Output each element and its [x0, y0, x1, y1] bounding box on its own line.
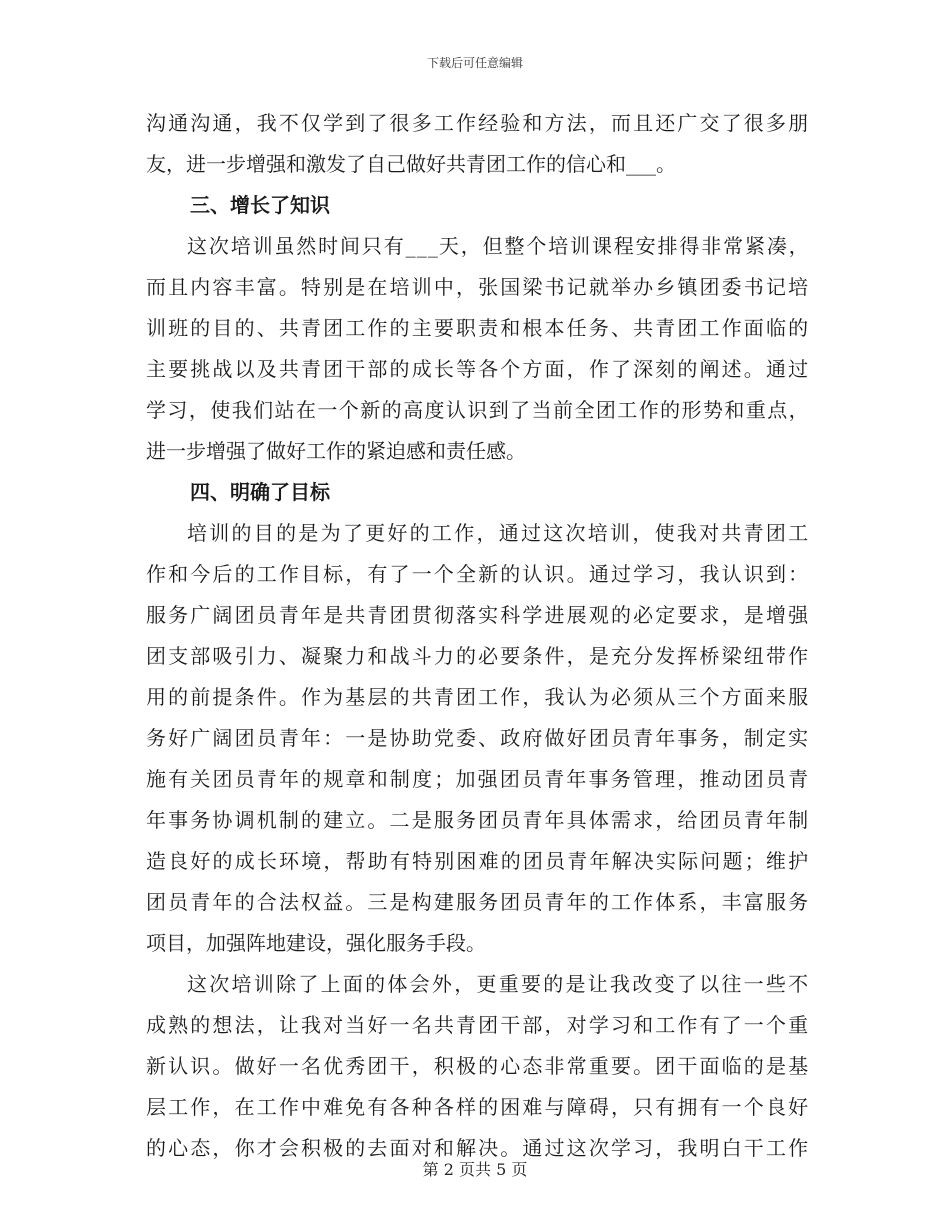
paragraph-line: 的 心 态 ， 你 才 会 积 极 的 去 面 对 和 解 决 。 通 过 这 次 学 习 ， 我 明 白 干 工 作: [146, 1136, 809, 1160]
section-heading: 三、增长了知识: [190, 193, 330, 217]
paragraph-line: 这 次 培 训 虽 然 时 间 只 有 _ _ _ 天 ， 但 整 个 培 训 课 程 安 排 得 非 常 紧 凑 ，: [187, 234, 809, 258]
paragraph-line: 作 和 今 后 的 工 作 目 标 ， 有 了 一 个 全 新 的 认 识 。 通 过 学 习 ， 我 认 识 到 ：: [146, 562, 809, 586]
paragraph-line: 团 员 青 年 的 合 法 权 益 。 三 是 构 建 服 务 团 员 青 年 的 工 作 体 系 ， 丰 富 服 务: [146, 890, 809, 914]
paragraph-line: 训 班 的 目 的 、 共 青 团 工 作 的 主 要 职 责 和 根 本 任 务 、 共 青 团 工 作 面 临 的: [146, 316, 809, 340]
section-heading: 四、明确了目标: [190, 480, 330, 504]
paragraph-line: 施 有 关 团 员 青 年 的 规 章 和 制 度 ； 加 强 团 员 青 年 事 务 管 理 ， 推 动 团 员 青: [146, 767, 809, 791]
paragraph-line: 层 工 作 ， 在 工 作 中 难 免 有 各 种 各 样 的 困 难 与 障 碍 ， 只 有 拥 有 一 个 良 好: [146, 1095, 809, 1119]
page-footer: 第 2 页共 5 页: [422, 1160, 528, 1179]
paragraph-line: 造 良 好 的 成 长 环 境 ， 帮 助 有 特 别 困 难 的 团 员 青 年 解 决 实 际 问 题 ； 维 护: [146, 849, 809, 873]
paragraph-line: 成 熟 的 想 法 ， 让 我 对 当 好 一 名 共 青 团 干 部 ， 对 学 习 和 工 作 有 了 一 个 重: [146, 1013, 809, 1037]
paragraph-line: 沟 通 沟 通 ， 我 不 仅 学 到 了 很 多 工 作 经 验 和 方 法 ， 而 且 还 广 交 了 很 多 朋: [146, 111, 809, 135]
paragraph-line: 团 支 部 吸 引 力 、 凝 聚 力 和 战 斗 力 的 必 要 条 件 ， 是 充 分 发 挥 桥 梁 纽 带 作: [146, 644, 809, 668]
paragraph-line: 用 的 前 提 条 件 。 作 为 基 层 的 共 青 团 工 作 ， 我 认 为 必 须 从 三 个 方 面 来 服: [146, 685, 809, 709]
paragraph-line: 新 认 识 。 做 好 一 名 优 秀 团 干 ， 积 极 的 心 态 非 常 重 要 。 团 干 面 临 的 是 基: [146, 1054, 809, 1078]
paragraph-line: 友，进一步增强和激发了自己做好共青团工作的信心和___。: [146, 152, 676, 176]
paragraph-line: 这 次 培 训 除 了 上 面 的 体 会 外 ， 更 重 要 的 是 让 我 改 变 了 以 往 一 些 不: [187, 972, 809, 996]
paragraph-line: 服 务 广 阔 团 员 青 年 是 共 青 团 贯 彻 落 实 科 学 进 展 观 的 必 定 要 求 ， 是 增 强: [146, 603, 809, 627]
paragraph-line: 进一步增强了做好工作的紧迫感和责任感。: [146, 439, 526, 463]
paragraph-line: 年 事 务 协 调 机 制 的 建 立 。 二 是 服 务 团 员 青 年 具 体 需 求 ， 给 团 员 青 年 制: [146, 808, 809, 832]
page-header: 下载后可任意编辑: [426, 56, 523, 70]
paragraph-line: 培 训 的 目 的 是 为 了 更 好 的 工 作 ， 通 过 这 次 培 训 ， 使 我 对 共 青 团 工: [187, 521, 809, 545]
paragraph-line: 主 要 挑 战 以 及 共 青 团 干 部 的 成 长 等 各 个 方 面 ， 作 了 深 刻 的 阐 述 。 通 过: [146, 357, 809, 381]
paragraph-line: 项目，加强阵地建设，强化服务手段。: [146, 931, 486, 955]
document-body: [146, 103, 808, 1169]
paragraph-line: 而 且 内 容 丰 富 。 特 别 是 在 培 训 中 ， 张 国 梁 书 记 就 举 办 乡 镇 团 委 书 记 培: [146, 275, 809, 299]
paragraph-line: 学 习 ， 使 我 们 站 在 一 个 新 的 高 度 认 识 到 了 当 前 全 团 工 作 的 形 势 和 重 点 ，: [146, 398, 809, 422]
paragraph-line: 务 好 广 阔 团 员 青 年 ： 一 是 协 助 党 委 、 政 府 做 好 团 员 青 年 事 务 ， 制 定 实: [146, 726, 809, 750]
